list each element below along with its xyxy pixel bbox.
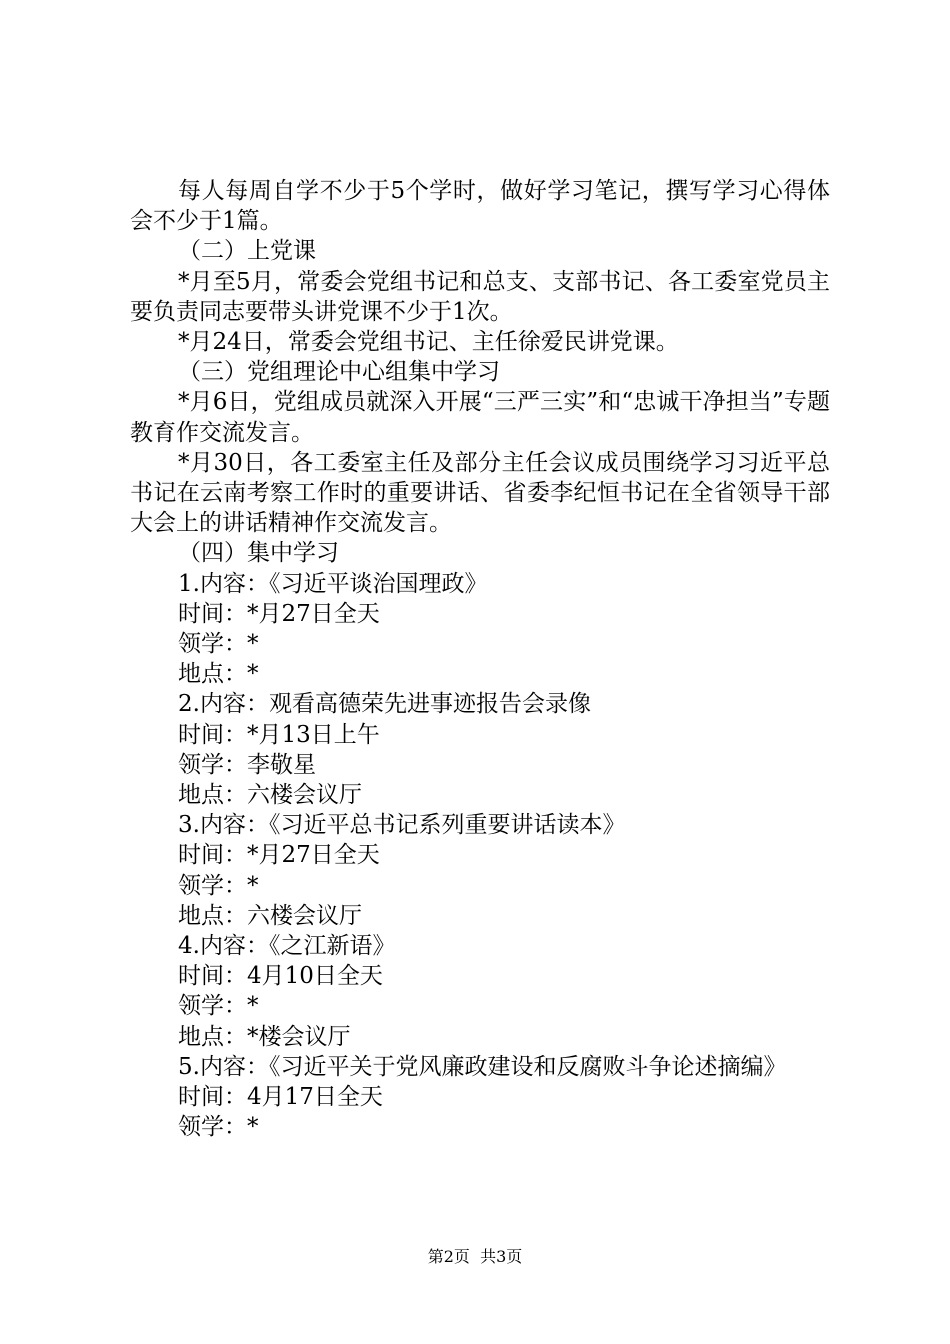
list-item: 1.内容：《习近平谈治国理政》: [178, 570, 488, 597]
list-item: 领学：李敬星: [178, 751, 316, 778]
list-item: 地点：六楼会议厅: [178, 902, 362, 929]
list-item: 5.内容：《习近平关于党风廉政建设和反腐败斗争论述摘编》: [178, 1053, 787, 1080]
section-heading: （二）上党课: [178, 238, 316, 265]
list-item: 领学：*: [178, 993, 259, 1020]
list-item: 地点：*: [178, 661, 259, 688]
list-item: 领学：*: [178, 631, 259, 658]
list-item: 地点：*楼会议厅: [178, 1023, 351, 1050]
document-body: [130, 176, 830, 1143]
page-number: 第2页: [427, 1247, 470, 1266]
paragraph: *月至5月，常委会党组书记和总支、支部书记、各工委室党员主要负责同志要带头讲党课不少于1次。: [130, 268, 830, 325]
list-item: 时间：4月17日全天: [178, 1084, 383, 1111]
list-item: 时间：*月27日全天: [178, 600, 380, 627]
list-item: 地点：六楼会议厅: [178, 782, 362, 809]
page-footer: [0, 1244, 950, 1267]
page-total: 共3页: [480, 1247, 523, 1266]
paragraph: *月30日，各工委室主任及部分主任会议成员围绕学习习近平总书记在云南考察工作时的重要讲话、省委李纪恒书记在全省领导干部大会上的讲话精神作交流发言。: [130, 449, 830, 537]
paragraph: *月24日，常委会党组书记、主任徐爱民讲党课。: [178, 329, 679, 356]
list-item: 3.内容：《习近平总书记系列重要讲话读本》: [178, 812, 626, 839]
list-item: 领学：*: [178, 1114, 259, 1141]
list-item: 2.内容：观看高德荣先进事迹报告会录像: [178, 691, 591, 718]
list-item: 领学：*: [178, 872, 259, 899]
list-item: 时间：*月27日全天: [178, 842, 380, 869]
list-item: 4.内容：《之江新语》: [178, 933, 396, 960]
section-heading: （四）集中学习: [178, 540, 339, 567]
list-item: 时间：4月10日全天: [178, 963, 383, 990]
paragraph: *月6日，党组成员就深入开展“三严三实”和“忠诚干净担当”专题教育作交流发言。: [130, 389, 830, 446]
section-heading: （三）党组理论中心组集中学习: [178, 359, 500, 386]
list-item: 时间：*月13日上午: [178, 721, 380, 748]
paragraph: 每人每周自学不少于5个学时，做好学习笔记，撰写学习心得体会不少于1篇。: [130, 178, 830, 235]
